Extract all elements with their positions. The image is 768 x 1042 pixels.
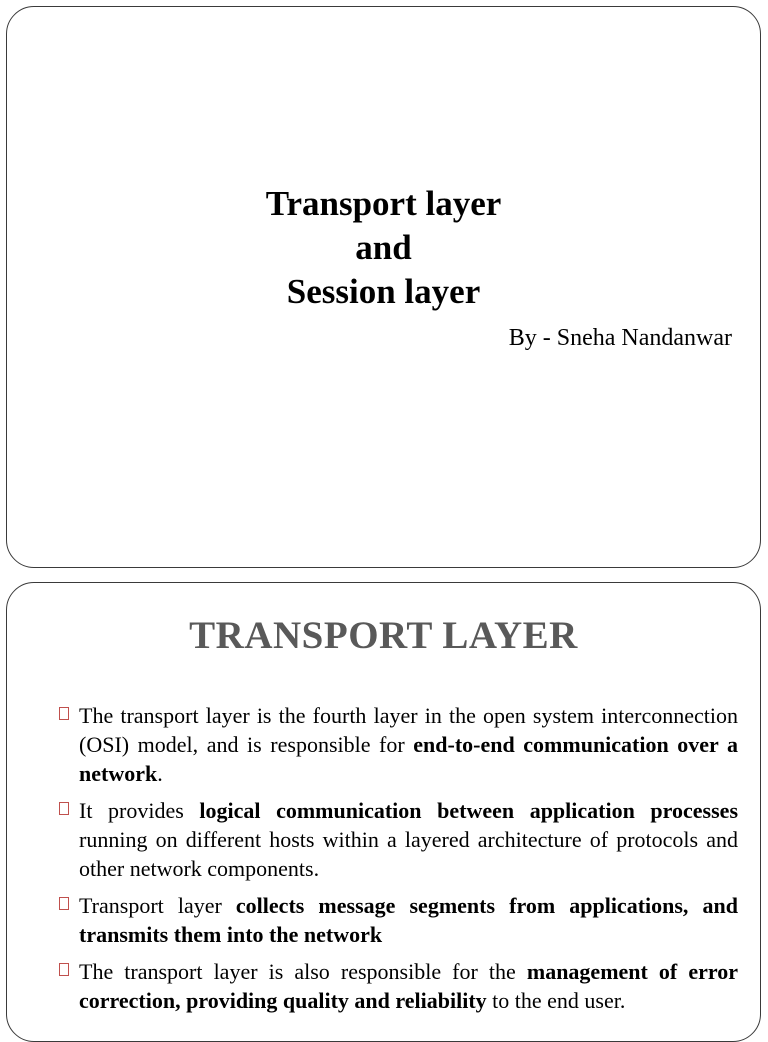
bullet-item [57, 796, 738, 883]
bullet-item [57, 891, 738, 949]
slide-title [7, 182, 760, 314]
bullet-text: running on different hosts within a layered architecture of protocols and other network components. [79, 827, 738, 881]
bullet-marker-icon [59, 707, 69, 720]
bullet-text: to the end user. [486, 988, 626, 1013]
bullet-text: It provides [79, 798, 200, 823]
bullet-marker-icon [59, 897, 69, 910]
title-line-1: Transport layer [265, 184, 502, 223]
bullet-bold-text: end-to-end communication over a network [79, 732, 738, 786]
bullet-text: . [157, 761, 163, 786]
title-line-3: Session layer [286, 272, 481, 311]
bullet-bold-text: management of error correction, providing quality and reliability [79, 959, 739, 1013]
bullet-bold-text: collects message segments from applications, and transmits them into the network [79, 893, 738, 947]
bullet-marker-icon [59, 963, 69, 976]
content-slide [6, 582, 761, 1042]
bullet-item [57, 957, 738, 1015]
bullet-item [57, 701, 738, 788]
slide-heading: TRANSPORT LAYER [189, 614, 578, 657]
title-line-2: and [355, 228, 412, 267]
bullet-list [57, 701, 738, 1023]
author-line: By - Sneha Nandanwar [508, 325, 732, 351]
bullet-text: The transport layer is the fourth layer in the open system interconnection (OSI) model, and is responsible for [79, 703, 738, 757]
title-slide [6, 6, 761, 568]
bullet-text: Transport layer [79, 893, 236, 918]
bullet-bold-text: logical communication between application processes [199, 798, 738, 823]
bullet-text: The transport layer is also responsible for the [79, 959, 527, 984]
bullet-marker-icon [59, 802, 69, 815]
